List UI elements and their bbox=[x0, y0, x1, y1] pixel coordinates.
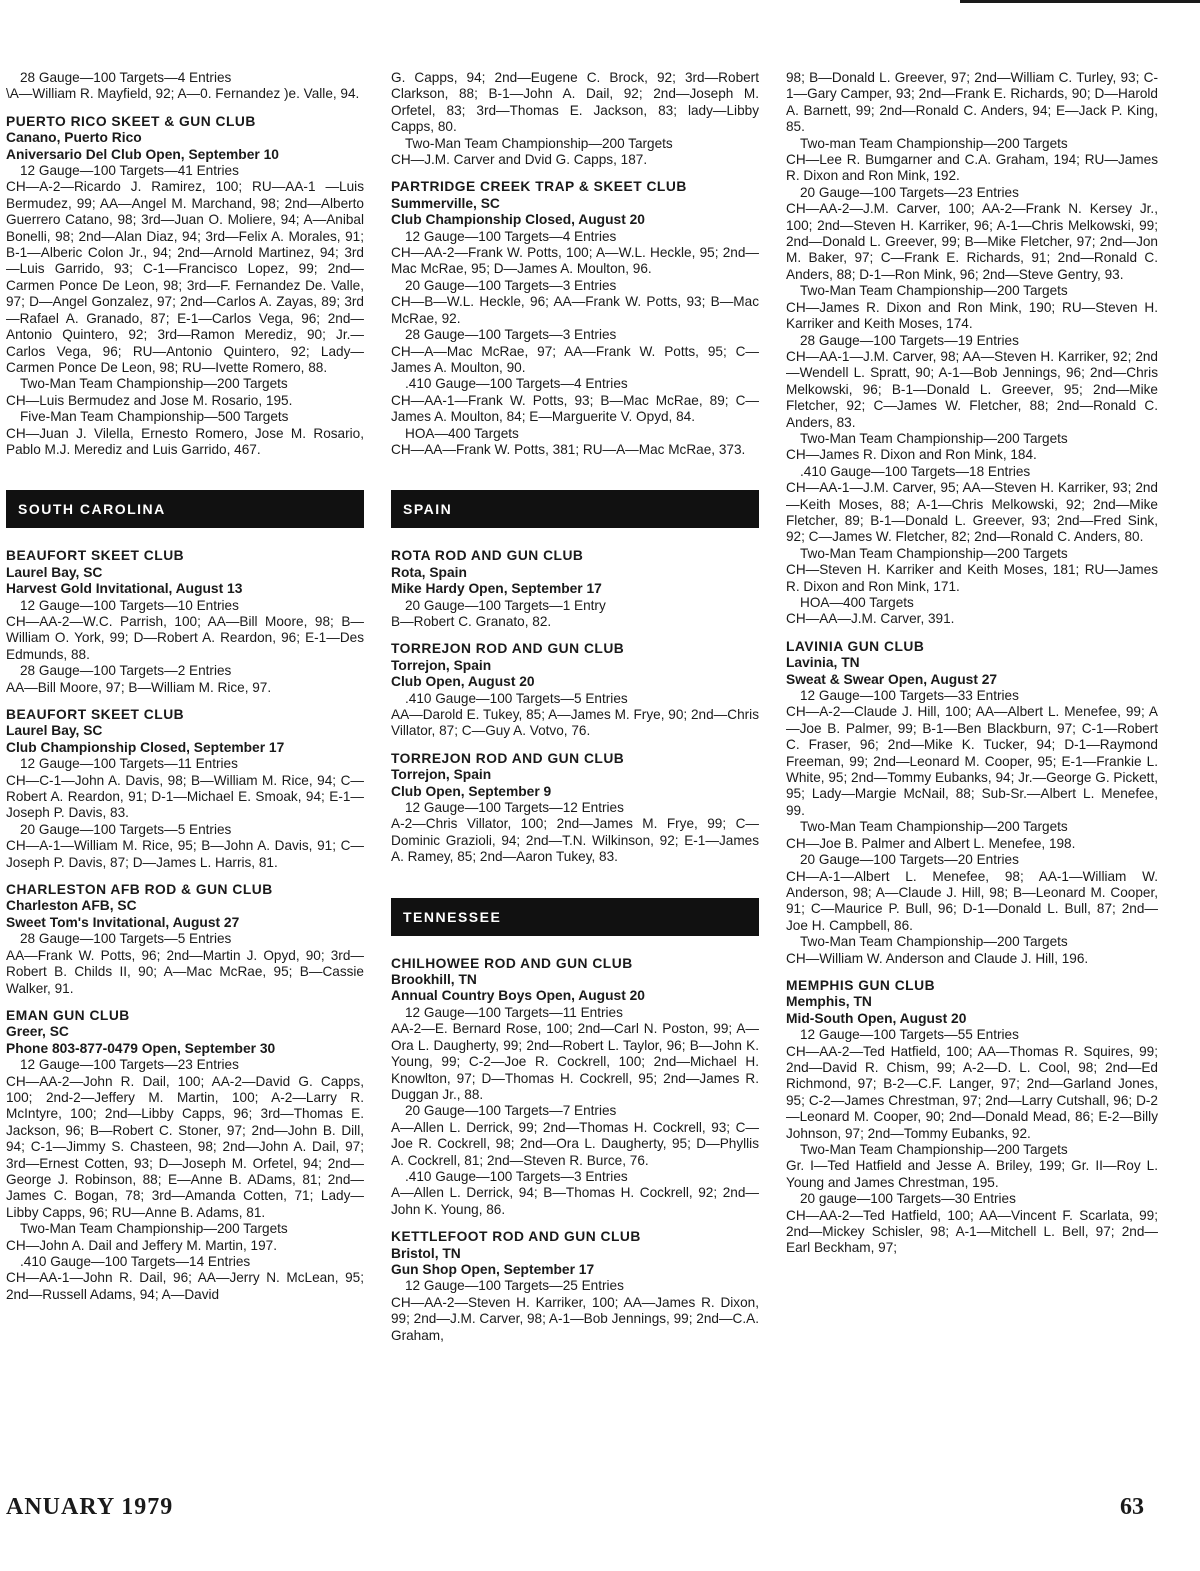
event-heading: 12 Gauge—100 Targets—41 Entries bbox=[20, 163, 239, 179]
club-location: Torrejon, Spain bbox=[391, 657, 492, 673]
results-text: CH—A—Mac McRae, 97; AA—Frank W. Potts, 95; C—James A. Moulton, 90. bbox=[391, 343, 759, 375]
results-text: AA-2—E. Bernard Rose, 100; 2nd—Carl N. Poston, 99; A—Ora L. Daugherty, 99; 2nd—Robert L. Taylor, 96; B—John K. Young, 99; C-2—Joe R. Cockrell, 100; 2nd—Michael H. Knowlton, 97; D—Thomas H. Cockrell, 95; 2nd—James R. Duggan Jr., 88. bbox=[391, 1021, 759, 1102]
top-rule bbox=[960, 0, 1200, 3]
event-title: Sweet Tom's Invitational, August 27 bbox=[6, 914, 240, 930]
event-heading: 28 Gauge—100 Targets—4 Entries bbox=[20, 70, 232, 85]
event-heading: 20 Gauge—100 Targets—7 Entries bbox=[405, 1103, 617, 1119]
event-heading: Five-Man Team Championship—500 Targets bbox=[20, 409, 289, 425]
club-name: PUERTO RICO SKEET & GUN CLUB bbox=[6, 113, 256, 129]
results-text: A—Allen L. Derrick, 99; 2nd—Thomas H. Cockrell, 93; C—Joe R. Cockrell, 98; 2nd—Ora L. Daugherty, 95; D—Phyllis A. Cockrell, 81; 2nd—Steven R. Burce, 76. bbox=[391, 1119, 759, 1168]
club-section bbox=[391, 70, 759, 168]
state-banner: TENNESSEE bbox=[391, 898, 759, 936]
results-text: G. Capps, 94; 2nd—Eugene C. Brock, 92; 3rd—Robert Clarkson, 88; B-1—John A. Dail, 92; 2nd—Joseph M. Orfetel, 83; 3rd—Thomas E. Jackson, 83; lady—Libby Capps, 80. bbox=[391, 70, 759, 135]
event-heading: 28 Gauge—100 Targets—19 Entries bbox=[800, 332, 1019, 348]
event-heading: 28 Gauge—100 Targets—2 Entries bbox=[20, 663, 232, 679]
club-section bbox=[6, 707, 364, 871]
results-text: AA—Darold E. Tukey, 85; A—James M. Frye, 90; 2nd—Chris Villator, 87; C—Guy A. Votvo, 76. bbox=[391, 707, 759, 739]
event-heading: 28 Gauge—100 Targets—3 Entries bbox=[405, 327, 617, 343]
results-text: B—Robert C. Granato, 82. bbox=[391, 613, 552, 629]
event-heading: 20 Gauge—100 Targets—5 Entries bbox=[20, 821, 232, 837]
club-name: TORREJON ROD AND GUN CLUB bbox=[391, 641, 625, 657]
event-heading: 12 Gauge—100 Targets—10 Entries bbox=[20, 597, 239, 613]
state-banner: SPAIN bbox=[391, 490, 759, 528]
club-location: Laurel Bay, SC bbox=[6, 723, 103, 739]
results-text: CH—J.M. Carver and Dvid G. Capps, 187. bbox=[391, 152, 648, 168]
club-section bbox=[786, 70, 1158, 628]
event-heading: Two-Man Team Championship—200 Targets bbox=[800, 934, 1068, 950]
page-number: 63 bbox=[1120, 1494, 1144, 1520]
club-name: TORREJON ROD AND GUN CLUB bbox=[391, 750, 625, 766]
results-text: AA—Bill Moore, 97; B—William M. Rice, 97. bbox=[6, 679, 272, 695]
club-section bbox=[6, 70, 364, 103]
club-location: Lavinia, TN bbox=[786, 655, 860, 671]
event-heading: 12 Gauge—100 Targets—11 Entries bbox=[405, 1004, 623, 1020]
club-location: Rota, Spain bbox=[391, 564, 467, 580]
column-3 bbox=[786, 70, 1158, 1257]
club-name: BEAUFORT SKEET CLUB bbox=[6, 707, 185, 722]
event-title: Mid-South Open, August 20 bbox=[786, 1010, 967, 1026]
results-text: CH—A-1—Albert L. Menefee, 98; AA-1—William W. Anderson, 98; A—Claude J. Hill, 98; B—Leonard M. Cooper, 91; C—Maurice P. Bull, 96; D-1—Donald L. Bull, 87; 2nd—Joe H. Campbell, 86. bbox=[786, 868, 1158, 933]
club-section bbox=[786, 639, 1158, 967]
event-title: Harvest Gold Invitational, August 13 bbox=[6, 581, 243, 597]
event-heading: .410 Gauge—100 Targets—4 Entries bbox=[405, 376, 628, 392]
event-heading: 12 Gauge—100 Targets—12 Entries bbox=[405, 800, 624, 816]
results-text: CH—AA-2—Ted Hatfield, 100; AA—Vincent F. Scarlata, 99; 2nd—Mickey Schisler, 98; A-1—Mitchell L. Bell, 97; 2nd—Earl Beckham, 97; bbox=[786, 1207, 1158, 1256]
event-heading: Two-Man Team Championship—200 Targets bbox=[800, 283, 1068, 299]
results-text: CH—Luis Bermudez and Jose M. Rosario, 195. bbox=[6, 392, 293, 408]
event-heading: HOA—400 Targets bbox=[800, 595, 914, 610]
club-name: LAVINIA GUN CLUB bbox=[786, 638, 925, 654]
column-2 bbox=[391, 70, 759, 1344]
club-section bbox=[6, 1008, 364, 1303]
event-heading: .410 Gauge—100 Targets—18 Entries bbox=[800, 463, 1031, 479]
results-text: 98; B—Donald L. Greever, 97; 2nd—William C. Turley, 93; C-1—Gary Camper, 93; 2nd—Frank E. Richards, 90; D—Harold A. Barnett, 99; 2nd—Ronald C. Anders, 94; E—Jack P. King, 85. bbox=[786, 70, 1158, 135]
event-title: Club Open, September 9 bbox=[391, 783, 552, 799]
club-location: Charleston AFB, SC bbox=[6, 898, 137, 914]
club-section bbox=[6, 882, 364, 997]
results-text: A—Allen L. Derrick, 94; B—Thomas H. Cockrell, 92; 2nd—John K. Young, 86. bbox=[391, 1185, 759, 1217]
results-text: CH—William W. Anderson and Claude J. Hill, 196. bbox=[786, 950, 1089, 966]
results-text: CH—AA-1—John R. Dail, 96; AA—Jerry N. McLean, 95; 2nd—Russell Adams, 94; A—David bbox=[6, 1270, 364, 1302]
state-banner: SOUTH CAROLINA bbox=[6, 490, 364, 528]
column-1 bbox=[6, 70, 364, 1303]
club-name: CHARLESTON AFB ROD & GUN CLUB bbox=[6, 882, 273, 898]
event-heading: 12 Gauge—100 Targets—25 Entries bbox=[405, 1278, 624, 1294]
event-title: Mike Hardy Open, September 17 bbox=[391, 581, 602, 597]
results-text: A-2—Chris Villator, 100; 2nd—James M. Frye, 99; C—Dominic Grazioli, 94; 2nd—T.N. Wilkinson, 92; E-1—James A. Ramey, 85; 2nd—Aaron Tukey, 83. bbox=[391, 816, 759, 865]
results-text: CH—AA-1—J.M. Carver, 95; AA—Steven H. Karriker, 93; 2nd—Keith Moses, 88; A-1—Chris Melkowski, 92; 2nd—Mike Fletcher, 89; B-1—Donald L. Greever, 93; 2nd—Fred Sink, 92; C—James W. Fletcher, 82; 2nd—Ronald C. Anders, 80. bbox=[786, 480, 1158, 545]
club-location: Laurel Bay, SC bbox=[6, 564, 103, 580]
results-text: CH—AA-2—Frank W. Potts, 100; A—W.L. Heckle, 95; 2nd—Mac McRae, 95; D—James A. Moulton, 96. bbox=[391, 245, 759, 277]
club-name: MEMPHIS GUN CLUB bbox=[786, 977, 936, 993]
event-heading: HOA—400 Targets bbox=[405, 425, 519, 441]
club-location: Torrejon, Spain bbox=[391, 767, 492, 783]
results-text: AA—Frank W. Potts, 96; 2nd—Martin J. Opyd, 90; 3rd—Robert B. Childs II, 90; A—Mac McRae, 95; B—Cassie Walker, 91. bbox=[6, 947, 364, 996]
event-title: Gun Shop Open, September 17 bbox=[391, 1261, 595, 1277]
event-title: Club Championship Closed, September 17 bbox=[6, 739, 285, 755]
results-text: CH—James R. Dixon and Ron Mink, 190; RU—Steven H. Karriker and Keith Moses, 174. bbox=[786, 299, 1158, 332]
club-section bbox=[391, 751, 759, 866]
results-text: CH—AA-2—J.M. Carver, 100; AA-2—Frank N. Kersey Jr., 100; 2nd—Steven H. Karriker, 96; A-1—Chris Melkowski, 99; 2nd—Donald L. Greever, 99; B—Mike Fletcher, 97; 2nd—Jon M. Baker, 97; C—Frank E. Richards, 91; 2nd—Ronald C. Anders, 88; D-1—Ron Mink, 96; 2nd—Steve Gentry, 93. bbox=[786, 201, 1158, 282]
event-heading: 20 Gauge—100 Targets—3 Entries bbox=[405, 277, 617, 293]
event-heading: Two-Man Team Championship—200 Targets bbox=[800, 545, 1068, 561]
results-text: CH—B—W.L. Heckle, 96; AA—Frank W. Potts, 93; B—Mac McRae, 92. bbox=[391, 294, 759, 326]
results-text: CH—A-2—Ricardo J. Ramirez, 100; RU—AA-1 —Luis Bermudez, 99; AA—Angel M. Marchand, 98; 2nd—Alberto Guerrero Catano, 98; 3rd—Juan O. Moliere, 94; A—Anibal Bonelli, 98; 2nd—Alan Diaz, 94; 3rd—Felix A. Morales, 91; B-1—Alberic Colon Jr., 94; 2nd—Arnold Martinez, 94; 3rd—Luis Garrido, 93; C-1—Francisco Lopez, 99; 2nd—Carmen Ponce De Leon, 98; 3rd—F. Fernandez De. Valle, 97; D—Angel Gonzalez, 97; 2nd—Carlos A. Zayas, 89; 3rd—Rafael A. Granado, 87; E-1—Carlos Vega, 96; 2nd—Antonio Quintero, 92; 3rd—Ramon Merediz, 90; Jr.—Carlos Vega, 96; RU—Antonio Quintero, 92; Lady—Carmen Ponce De Leon, 98; RU—Ivette Romero, 88. bbox=[6, 179, 364, 375]
club-location: Bristol, TN bbox=[391, 1245, 461, 1261]
results-text: CH—Juan J. Vilella, Ernesto Romero, Jose M. Rosario, Pablo M.J. Merediz and Luis Garrido, 467. bbox=[6, 425, 364, 457]
club-name: CHILHOWEE ROD AND GUN CLUB bbox=[391, 955, 633, 971]
event-heading: 12 Gauge—100 Targets—55 Entries bbox=[800, 1027, 1019, 1043]
event-heading: 12 Gauge—100 Targets—33 Entries bbox=[800, 688, 1019, 704]
club-section bbox=[786, 978, 1158, 1257]
results-text: CH—AA-1—J.M. Carver, 98; AA—Steven H. Karriker, 92; 2nd—Wendell L. Spratt, 90; A-1—Bob Jennings, 96; 2nd—Chris Melkowski, 96; B-1—Donald L. Greever, 95; 2nd—Mike Fletcher, 92; C—James W. Fletcher, 88; 2nd—Ronald C. Anders, 83. bbox=[786, 348, 1158, 430]
event-heading: Two-Man Team Championship—200 Targets bbox=[20, 376, 288, 392]
event-heading: 12 Gauge—100 Targets—23 Entries bbox=[20, 1057, 239, 1073]
club-section bbox=[391, 548, 759, 630]
club-section bbox=[6, 114, 364, 459]
event-heading: 20 gauge—100 Targets—30 Entries bbox=[800, 1191, 1016, 1207]
results-text: CH—James R. Dixon and Ron Mink, 184. bbox=[786, 447, 1037, 463]
club-name: BEAUFORT SKEET CLUB bbox=[6, 548, 185, 564]
results-text: CH—A-1—William M. Rice, 95; B—John A. Davis, 91; C—Joseph P. Davis, 87; D—James L. Harris, 81. bbox=[6, 838, 364, 870]
club-location: Greer, SC bbox=[6, 1024, 69, 1040]
event-heading: Two-Man Team Championship—200 Targets bbox=[800, 430, 1068, 446]
results-text: CH—A-2—Claude J. Hill, 100; AA—Albert L. Menefee, 99; A—Joe B. Palmer, 99; B-1—Ben Blackburn, 97; C-1—Robert C. Fraser, 96; 2nd—Mike K. Tucker, 94; D-1—Raymond Freeman, 99; 2nd—Leonard M. Cooper, 95; E-1—Frankie L. White, 95; 2nd—Tommy Eubanks, 94; Jr.—George G. Pickett, 95; Lady—Margie McNail, 88; Sub-Sr.—Albert L. Menefee, 99. bbox=[786, 704, 1158, 818]
results-text: CH—AA—Frank W. Potts, 381; RU—A—Mac McRae, 373. bbox=[391, 441, 746, 457]
event-heading: Two-Man Team Championship—200 Targets bbox=[405, 135, 673, 151]
results-text: CH—AA-2—W.C. Parrish, 100; AA—Bill Moore, 98; B—William O. York, 99; D—Robert A. Reardon, 96; E-1—Des Edmunds, 88. bbox=[6, 613, 364, 662]
event-title: Annual Country Boys Open, August 20 bbox=[391, 988, 645, 1004]
club-section bbox=[6, 548, 364, 696]
event-title: Aniversario Del Club Open, September 10 bbox=[6, 146, 279, 162]
results-text: \A—William R. Mayfield, 92; A—0. Fernandez )e. Valle, 94. bbox=[6, 86, 360, 102]
results-text: CH—AA-2—John R. Dail, 100; AA-2—David G. Capps, 100; 2nd-2—Jeffery M. Martin, 100; A-2—Larry R. McIntyre, 100; 2nd—Libby Capps, 96; 3rd—Thomas E. Jackson, 96; B—Robert C. Stoner, 97; 2nd—John B. Dill, 94; C-1—Jimmy S. Chasteen, 98; 2nd—John A. Dail, 97; 3rd—Ernest Cotten, 93; D—Joseph M. Orfetel, 94; 2nd—George J. Robinson, 88; E—Anne B. ADams, 81; 2nd—James C. Bogan, 78; 3rd—Amanda Cotten, 71; Lady—Libby Capps, 96; RU—Anne B. Adams, 81. bbox=[6, 1073, 364, 1220]
event-heading: Two-Man Team Championship—200 Targets bbox=[800, 1142, 1068, 1157]
event-title: Club Championship Closed, August 20 bbox=[391, 212, 645, 228]
club-section bbox=[391, 179, 759, 458]
results-text: CH—AA-2—Steven H. Karriker, 100; AA—James R. Dixon, 99; 2nd—J.M. Carver, 98; A-1—Bob Jennings, 99; 2nd—C.A. Graham, bbox=[391, 1294, 759, 1343]
club-location: Memphis, TN bbox=[786, 994, 872, 1010]
club-name: ROTA ROD AND GUN CLUB bbox=[391, 548, 584, 564]
club-location: Brookhill, TN bbox=[391, 972, 477, 988]
event-title: Sweat & Swear Open, August 27 bbox=[786, 671, 998, 687]
event-heading: 12 Gauge—100 Targets—11 Entries bbox=[20, 756, 238, 772]
club-section bbox=[391, 641, 759, 739]
event-heading: .410 Gauge—100 Targets—3 Entries bbox=[405, 1168, 628, 1184]
club-location: Canano, Puerto Rico bbox=[6, 130, 142, 146]
event-heading: Two-Man Team Championship—200 Targets bbox=[20, 1221, 288, 1237]
footer-issue-date: ANUARY 1979 bbox=[6, 1494, 174, 1520]
event-heading: Two-man Team Championship—200 Targets bbox=[800, 135, 1068, 151]
event-heading: 12 Gauge—100 Targets—4 Entries bbox=[405, 228, 617, 244]
results-text: CH—John A. Dail and Jeffery M. Martin, 197. bbox=[6, 1237, 277, 1253]
results-text: Gr. I—Ted Hatfield and Jesse A. Briley, 199; Gr. II—Roy L. Young and James Chrestman, 195. bbox=[786, 1158, 1158, 1190]
club-section bbox=[391, 956, 759, 1219]
club-section bbox=[391, 1229, 759, 1344]
results-text: CH—AA—J.M. Carver, 391. bbox=[786, 611, 955, 627]
event-heading: 20 Gauge—100 Targets—20 Entries bbox=[800, 852, 1019, 868]
event-heading: 20 Gauge—100 Targets—1 Entry bbox=[405, 597, 606, 613]
club-name: EMAN GUN CLUB bbox=[6, 1007, 130, 1023]
club-name: KETTLEFOOT ROD AND GUN CLUB bbox=[391, 1229, 641, 1245]
results-text: CH—Lee R. Bumgarner and C.A. Graham, 194; RU—James R. Dixon and Ron Mink, 192. bbox=[786, 152, 1158, 184]
event-heading: 28 Gauge—100 Targets—5 Entries bbox=[20, 931, 232, 947]
event-heading: .410 Gauge—100 Targets—14 Entries bbox=[20, 1254, 251, 1269]
results-text: CH—Steven H. Karriker and Keith Moses, 181; RU—James R. Dixon and Ron Mink, 171. bbox=[786, 562, 1158, 594]
results-text: CH—AA-1—Frank W. Potts, 93; B—Mac McRae, 89; C—James A. Moulton, 84; E—Marguerite V. Opyd, 84. bbox=[391, 392, 759, 425]
event-heading: Two-Man Team Championship—200 Targets bbox=[800, 819, 1068, 835]
results-text: CH—C-1—John A. Davis, 98; B—William M. Rice, 94; C—Robert A. Reardon, 91; D-1—Michael E. Smoak, 94; E-1—Joseph P. Davis, 83. bbox=[6, 772, 364, 821]
event-heading: 20 Gauge—100 Targets—23 Entries bbox=[800, 184, 1019, 200]
event-title: Club Open, August 20 bbox=[391, 674, 535, 690]
results-text: CH—AA-2—Ted Hatfield, 100; AA—Thomas R. Squires, 99; 2nd—David R. Chism, 99; A-2—D. L. Cool, 98; 2nd—Ed Richmond, 97; B-2—C.F. Langer, 97; 2nd—Garland Jones, 95; C-2—James Chrestman, 97; 2nd—Larry Cutshall, 96; D-2—Leonard M. Cooper, 90; 2nd—Donald Mead, 86; E-2—Billy Johnson, 97; 2nd—Tommy Eubanks, 92. bbox=[786, 1043, 1158, 1141]
club-name: PARTRIDGE CREEK TRAP & SKEET CLUB bbox=[391, 179, 687, 195]
club-location: Summerville, SC bbox=[391, 195, 500, 211]
event-heading: .410 Gauge—100 Targets—5 Entries bbox=[405, 690, 628, 706]
results-text: CH—Joe B. Palmer and Albert L. Menefee, 198. bbox=[786, 835, 1076, 851]
event-title: Phone 803-877-0479 Open, September 30 bbox=[6, 1040, 276, 1056]
